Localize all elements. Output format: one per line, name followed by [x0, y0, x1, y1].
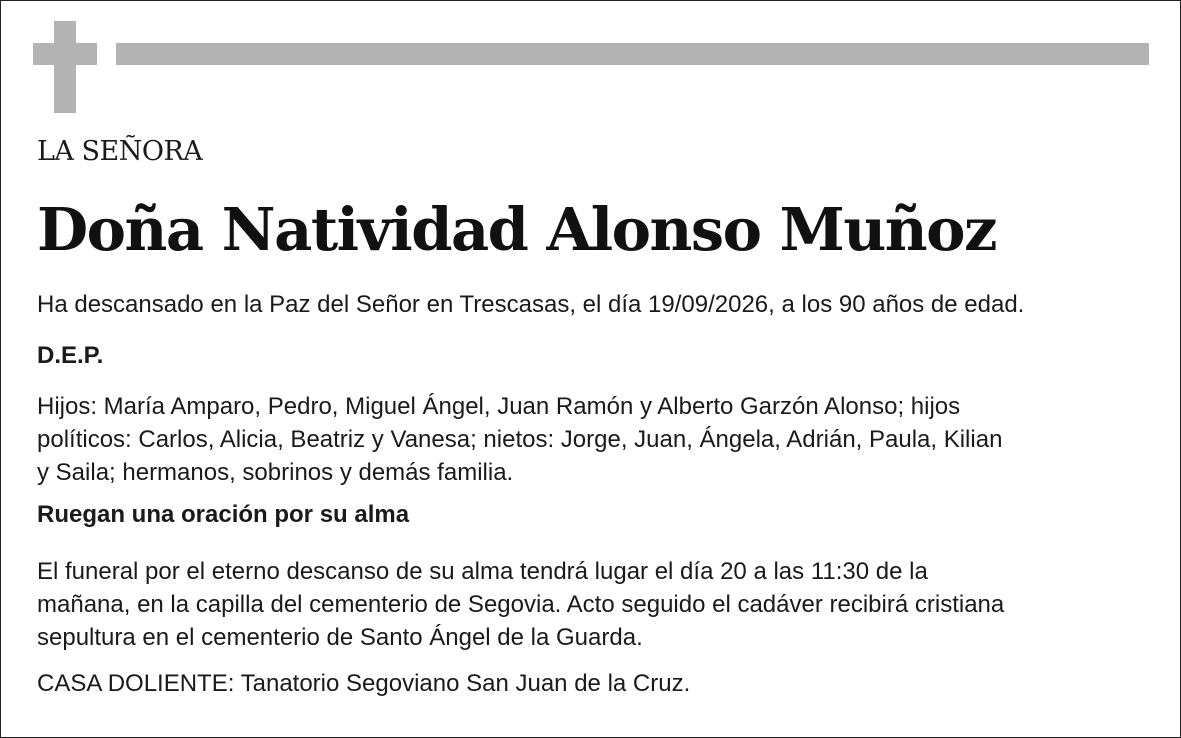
funeral-line: El funeral por el eterno descanso de su alma tendrá lugar el día 20 a las 11:30 de la	[37, 558, 928, 585]
rip-label: D.E.P.	[37, 342, 104, 369]
funeral-line: sepultura en el cementerio de Santo Ángel de la Guarda.	[37, 624, 643, 651]
death-statement: Ha descansado en la Paz del Señor en Trescasas, el día 19/09/2026, a los 90 años de edad.	[37, 291, 1025, 318]
funeral-line: mañana, en la capilla del cementerio de Segovia. Acto seguido el cadáver recibirá cristiana	[37, 591, 1005, 618]
funeral-paragraph	[37, 555, 1147, 654]
family-paragraph	[37, 390, 1147, 489]
family-line: Hijos: María Amparo, Pedro, Miguel Ángel, Juan Ramón y Alberto Garzón Alonso; hijos	[37, 393, 961, 420]
cross-vertical-beam	[54, 21, 76, 113]
family-line: políticos: Carlos, Alicia, Beatriz y Vanesa; nietos: Jorge, Juan, Ángela, Adrián, Paula, Kilian	[37, 426, 1003, 453]
cross-horizontal-beam	[33, 43, 97, 65]
mourning-house: CASA DOLIENTE: Tanatorio Segoviano San Juan de la Cruz.	[37, 670, 691, 697]
family-line: y Saila; hermanos, sobrinos y demás familia.	[37, 459, 514, 486]
deceased-name: Doña Natividad Alonso Muñoz	[37, 195, 996, 264]
header-rule	[116, 43, 1149, 65]
honorific: LA SEÑORA	[37, 136, 203, 167]
prayer-request: Ruegan una oración por su alma	[37, 501, 410, 528]
